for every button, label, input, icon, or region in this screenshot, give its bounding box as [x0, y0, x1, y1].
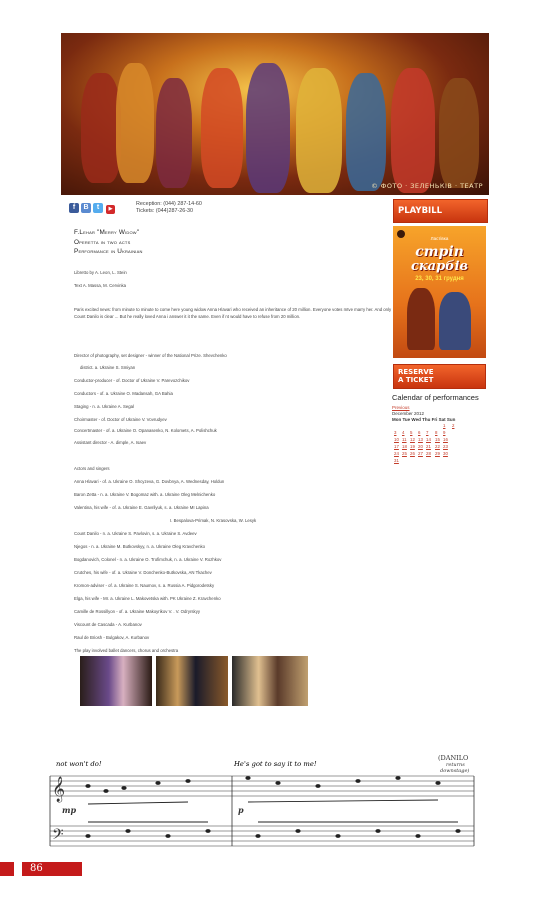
calendar-weekdays: Mon Tue Wed Thu Fri Sat Sun: [392, 417, 456, 422]
libretto-credit: Libretto by A. Leon, L. Stein: [74, 270, 127, 275]
calendar-day[interactable]: 1: [443, 423, 446, 428]
credit-line: Choirmaster - of. Doctor of Ukraine V. Vovrudyev: [74, 417, 167, 422]
calendar-day[interactable]: 12: [410, 437, 415, 442]
credit-line: Staging - n. a. Ukraine A. Segal: [74, 404, 134, 409]
blogger-icon[interactable]: B: [81, 203, 91, 213]
lyric-text: He's got to say it to me!: [234, 760, 317, 768]
calendar-day[interactable]: 31: [394, 458, 399, 463]
credit-line: district. a. Ukraine S. Smiyan: [80, 365, 136, 370]
cast-line: The play involved ballet dancers, chorus and orchestra: [74, 648, 179, 653]
calendar-day[interactable]: 17: [394, 444, 399, 449]
calendar-day[interactable]: 16: [443, 437, 448, 442]
notes: [85, 776, 460, 838]
credit-line: Conductor-producer - of. Doctor of Ukraine V. Parevozchikov: [74, 378, 190, 383]
calendar-day[interactable]: 4: [402, 430, 405, 435]
calendar-day[interactable]: 7: [426, 430, 429, 435]
reserve-label: RESERVE: [398, 368, 434, 376]
calendar-day[interactable]: 15: [435, 437, 440, 442]
calendar-day[interactable]: 14: [426, 437, 431, 442]
reception-phone: Reception: (044) 287-14-60: [136, 201, 202, 207]
dynamic-mark: mp: [62, 805, 77, 815]
performance-photo[interactable]: [156, 656, 228, 706]
cast-line: Elga, his wife - Mr. a. Ukraine L. Makovetska with. PK Ukraine Z. Kravchenko: [74, 596, 221, 601]
calendar-day[interactable]: 6: [418, 430, 421, 435]
bass-clef-icon: 𝄢: [52, 826, 64, 847]
poster-dates: 23, 30, 31 грудня: [415, 276, 464, 282]
calendar-day[interactable]: 27: [418, 451, 423, 456]
reserve-ticket-button[interactable]: [393, 364, 486, 389]
calendar-day[interactable]: 25: [402, 451, 407, 456]
poster-figure: [407, 288, 435, 350]
calendar-day[interactable]: 18: [402, 444, 407, 449]
calendar-day[interactable]: 30: [443, 451, 448, 456]
calendar-day[interactable]: 11: [402, 437, 407, 442]
cast-line: Kromon-adviser - of. a. Ukraine S. Naumov, s. a. Russia A. Pidgorodetsky: [74, 583, 215, 588]
treble-staff: [50, 776, 474, 796]
reserve-label: A TICKET: [398, 376, 434, 384]
banner-caption: © ФОТО · ЗЕЛЕНЬКІВ · ТЕАТР: [371, 182, 483, 190]
playbill-poster[interactable]: [393, 226, 486, 358]
calendar-day[interactable]: 22: [435, 444, 440, 449]
calendar-day[interactable]: 3: [394, 430, 397, 435]
show-description: Paris excited news: from minute to minute to come here young widow Anna Hlavari who received an inheritance of 20 million. Everyone votes mtve marry her. And only Count Danilo is clear ... But he really loved Anna i answer it it the same. Even if nt would have to refuse from 20 million.: [74, 307, 392, 319]
credit-line: Concertmaster - of. a. Ukraine O. Opanasenko, N. Kolomets, A. Polishchuk: [74, 428, 217, 433]
cast-line: Camille de Rossillyon - of. a. Ukraine Makoyrikov V. . V. Odryrskyy: [74, 609, 201, 614]
calendar-day[interactable]: 20: [418, 444, 423, 449]
calendar-day[interactable]: 26: [410, 451, 415, 456]
page-marker-bar: [0, 862, 14, 876]
cast-line: Viscount de Cascada - A. Kurbanov: [74, 622, 142, 627]
performance-photo[interactable]: [232, 656, 308, 706]
stage-direction: returns: [446, 762, 465, 768]
bar-lines: [50, 776, 474, 846]
treble-clef-icon: 𝄞: [52, 777, 66, 802]
poster-title-line1: стріп: [415, 244, 464, 260]
credit-line: Director of photography, set designer - winner of the National Prize. Shevchenko: [74, 353, 227, 358]
calendar-day[interactable]: 9: [443, 430, 446, 435]
cast-line: Raul de Briosh - Bulgakov, A. Kurbanov: [74, 635, 150, 640]
calendar-day[interactable]: 24: [394, 451, 399, 456]
credit-line: Conductors - of. a. Ukraine O. Madansah, GA Bahia: [74, 391, 173, 396]
page-number: 86: [30, 863, 43, 874]
stage-direction: downstage): [440, 768, 470, 774]
calendar-day[interactable]: 13: [418, 437, 423, 442]
bass-staff: [50, 826, 474, 846]
calendar-day[interactable]: 2: [452, 423, 455, 428]
poster-figure: [439, 292, 471, 350]
cast-line: Crutches, his wife - of. a. Ukraine V. Donchenko-Butkovska, AN Tkachev: [74, 570, 212, 575]
show-title: F.Lehar "Merry Widow": [74, 229, 140, 236]
cast-heading: Actors and singers: [74, 466, 110, 471]
facebook-icon[interactable]: f: [69, 203, 79, 213]
role-name: (DANILO: [438, 754, 469, 762]
show-title-block: [74, 228, 143, 257]
cast-line: I. Bespalova-Primak, N. Krasovska, W. Lesyk: [170, 518, 257, 523]
cast-line: Njegos - n. a. Ukraine M. Butkovskyy, n. a. Ukraine Oleg Kravchenko: [74, 544, 206, 549]
dynamic-mark: p: [238, 805, 244, 815]
calendar-day[interactable]: 10: [394, 437, 399, 442]
playbill-button[interactable]: PLAYBILL: [393, 199, 488, 223]
calendar-previous-link[interactable]: Previous: [392, 405, 410, 410]
cast-line: Baron Zetta - n. a. Ukraine V. Bogomaz with. a. Ukraine Oleg Melnichenko: [74, 492, 216, 497]
poster-title-line2: скарбів: [410, 259, 469, 274]
cast-line: Count Danilo - n. a. Ukraine S. Pavlovin, s. a. Ukraine S. Avdeev: [74, 531, 197, 536]
calendar-month: December 2012: [392, 411, 425, 416]
calendar-day[interactable]: 5: [410, 430, 413, 435]
poster-subtitle: Ластівка: [430, 236, 449, 241]
cast-line: Bogdanovich, Colonel - n. a. Ukraine O. Trofimchuk, n. a. Ukraine V. Rozhkov: [74, 557, 222, 562]
performance-banner-photo: [61, 33, 489, 195]
show-language: Performance in Ukrainian: [74, 248, 143, 255]
contact-info: [136, 201, 202, 214]
lyric-text: not won't do!: [56, 760, 102, 768]
performance-photo[interactable]: [80, 656, 152, 706]
calendar-day[interactable]: 19: [410, 444, 415, 449]
cast-line: Anna Hlavari - of. a. Ukraine O. Shcyzeva, G. Dovbnya, A. Wednesday, Holdun: [74, 479, 225, 484]
cast-line: Valentina, his wife - of. a. Ukraine E. Gavrilyuk, s. a. Ukraine MI Lapina: [74, 505, 209, 510]
show-genre: Operetta in two acts: [74, 238, 131, 246]
calendar-title: Calendar of performances: [392, 393, 479, 402]
calendar-day[interactable]: 8: [435, 430, 438, 435]
calendar-day[interactable]: 21: [426, 444, 431, 449]
youtube-icon[interactable]: ▶: [106, 205, 115, 214]
calendar-day[interactable]: 29: [435, 451, 440, 456]
sheet-music-excerpt: [48, 752, 476, 860]
text-credit: Text A. Massa, M. Cervinka: [74, 283, 127, 288]
calendar-day[interactable]: 28: [426, 451, 431, 456]
credit-line: Assistant director - A. dimple, A. Isaev: [74, 440, 147, 445]
calendar-grid: [392, 422, 492, 466]
beams: [88, 800, 458, 822]
tickets-phone: Tickets: (044)287-26-30: [136, 207, 194, 214]
twitter-icon[interactable]: t: [93, 203, 103, 213]
calendar-day[interactable]: 23: [443, 444, 448, 449]
